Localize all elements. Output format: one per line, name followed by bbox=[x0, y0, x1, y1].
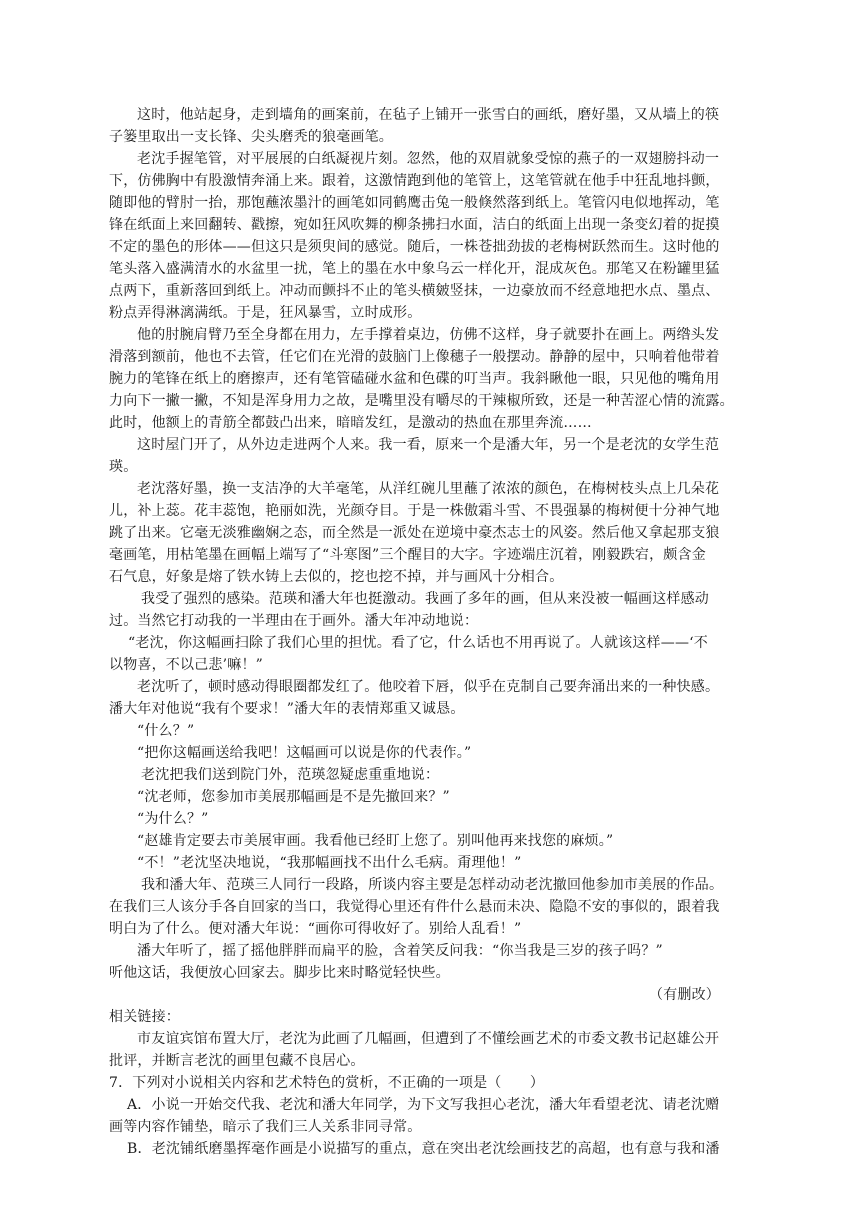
text-line: “把你这幅画送给我吧！这幅画可以说是你的代表作。” bbox=[137, 745, 472, 761]
text-line: 腕力的笔锋在纸上的磨擦声，还有笔管磕碰水盆和色碟的叮当声。我斜瞅他一眼，只见他的嘴角用 bbox=[109, 371, 720, 387]
text-line: 儿，补上蕊。花丰蕊饱，艳丽如洗，光颜夺目。于是一株傲霜斗雪、不畏强暴的梅树便十分神气地 bbox=[109, 503, 720, 519]
text-line: 听他这话，我便放心回家去。脚步比来时略觉轻快些。 bbox=[109, 965, 450, 981]
option-b: B．老沈铺纸磨墨挥毫作画是小说描写的重点，意在突出老沈绘画技艺的高超，也有意与我和潘 bbox=[127, 1141, 720, 1157]
text-line: “沈老师，您参加市美展那幅画是不是先撤回来？” bbox=[137, 789, 450, 805]
text-line: 明白为了什么。便对潘大年说：“画你可得收好了。别给人乱看！” bbox=[109, 921, 522, 937]
text-line: “不！”老沈坚决地说，“我那幅画找不出什么毛病。甭理他！” bbox=[137, 855, 522, 871]
text-line: 这时屋门开了，从外边走进两个人来。我一看，原来一个是潘大年，另一个是老沈的女学生范 bbox=[137, 437, 720, 453]
option-a: A．小说一开始交代我、老沈和潘大年同学，为下文写我担心老沈，潘大年看望老沈、请老沈赠 bbox=[127, 1097, 720, 1113]
text-line: 力向下一撇一撇，不知是浑身用力之故，是嘴里没有嚼尽的干辣椒所致，还是一种苦涩心情的流露。 bbox=[109, 393, 734, 409]
text-line: 潘大年对他说“我有个要求！”潘大年的表情郑重又诚恳。 bbox=[109, 701, 465, 717]
text-line: 子篓里取出一支长锋、尖头磨秃的狼毫画笔。 bbox=[109, 129, 393, 145]
text-line: 老沈手握笔管，对平展展的白纸凝视片刻。忽然，他的双眉就象受惊的燕子的一双翅膀抖动一 bbox=[137, 151, 720, 167]
text-line: 老沈落好墨，换一支洁净的大羊毫笔，从洋红碗儿里蘸了浓浓的颜色，在梅树枝头点上几朵花 bbox=[137, 481, 720, 497]
text-line: 批评，并断言老沈的画里包藏不良居心。 bbox=[109, 1053, 365, 1069]
question-stem: 7．下列对小说相关内容和艺术特色的赏析，不正确的一项是（ ） bbox=[109, 1075, 545, 1091]
text-line: 此时，他额上的青筋全都鼓凸出来，暗暗发红，是激动的热血在那里奔流…… bbox=[109, 415, 592, 431]
text-line: 在我们三人该分手各自回家的当口，我觉得心里还有件什么悬而未决、隐隐不安的事似的，跟着我 bbox=[109, 899, 720, 915]
text-line: 我受了强烈的感染。范瑛和潘大年也挺激动。我画了多年的画，但从来没被一幅画这样感动 bbox=[141, 591, 709, 607]
text-line: 市友谊宾馆布置大厅，老沈为此画了几幅画，但遭到了不懂绘画艺术的市委文教书记赵雄公开 bbox=[137, 1031, 720, 1047]
text-line: 滑落到额前，他也不去管，任它们在光滑的鼓脑门上像穗子一般摆动。静静的屋中，只响着他带着 bbox=[109, 349, 720, 365]
text-line: 不定的墨色的形体——但这只是须臾间的感觉。随后，一株苍拙劲拔的老梅树跃然而生。这时他的 bbox=[109, 239, 720, 255]
text-line: 瑛。 bbox=[109, 459, 138, 475]
text-line: 以物喜，不以己悲’嘛！” bbox=[109, 657, 264, 673]
text-line: 石气息，好象是熔了铁水铸上去似的，挖也挖不掉，并与画风十分相合。 bbox=[109, 569, 564, 585]
text-line: 笔头落入盛满清水的水盆里一扰，笔上的墨在水中象乌云一样化开，混成灰色。那笔又在粉罐里猛 bbox=[109, 261, 720, 277]
text-line: 老沈听了，顿时感动得眼圈都发红了。他咬着下唇，似乎在克制自己要奔涌出来的一种快感。 bbox=[137, 679, 720, 695]
text-line: 点两下，重新落回到纸上。冲动而颤抖不止的笔头横皴竖抹，一边豪放而不经意地把水点、墨点、 bbox=[109, 283, 720, 299]
text-line: 粉点弄得淋漓满纸。于是，狂风暴雪，立时成形。 bbox=[109, 305, 422, 321]
text-line: 这时，他站起身，走到墙角的画案前，在毡子上铺开一张雪白的画纸，磨好墨，又从墙上的筷 bbox=[137, 107, 720, 123]
text-line: 锋在纸面上来回翻转、戳擦，宛如狂风吹舞的柳条拂扫水面，洁白的纸面上出现一条变幻着的捉摸 bbox=[109, 217, 720, 233]
option-a-continued: 画等内容作铺垫，暗示了我们三人关系非同寻常。 bbox=[109, 1119, 422, 1135]
text-line: 潘大年听了，摇了摇他胖胖而扁平的脸，含着笑反问我：“你当我是三岁的孩子吗？” bbox=[137, 943, 663, 959]
text-line: 他的肘腕肩臂乃至全身都在用力，左手撑着桌边，仿佛不这样，身子就要扑在画上。两绺头发 bbox=[137, 327, 720, 343]
text-line: 我和潘大年、范瑛三人同行一段路，所谈内容主要是怎样动动老沈撤回他参加市美展的作品。 bbox=[141, 877, 724, 893]
text-line: 随即他的臂肘一抬，那饱蘸浓墨汁的画笔如同鹤鹰击兔一般倏然落到纸上。笔管闪电似地挥动，笔 bbox=[109, 195, 720, 211]
source-note: （有删改） bbox=[649, 987, 720, 1003]
section-heading: 相关链接： bbox=[109, 1009, 180, 1025]
text-line: 跳了出来。它毫无淡雅幽娴之态，而全然是一派处在逆境中豪杰志士的风姿。然后他又拿起那支狼 bbox=[109, 525, 720, 541]
text-line: 老沈把我们送到院门外，范瑛忽疑虑重重地说： bbox=[141, 767, 440, 783]
text-line: “赵雄肯定要去市美展审画。我看他已经盯上您了。别叫他再来找您的麻烦。” bbox=[137, 833, 614, 849]
text-line: “为什么？” bbox=[137, 811, 209, 827]
text-line: “老沈，你这幅画扫除了我们心里的担忧。看了它，什么话也不用再说了。人就该这样——‘不 bbox=[128, 635, 709, 651]
text-line: “什么？” bbox=[137, 723, 195, 739]
text-line: 毫画笔，用枯笔墨在画幅上端写了“斗寒图”三个醒目的大字。字迹端庄沉着，刚毅跌宕，颇含金 bbox=[109, 547, 706, 563]
text-line: 下，仿佛胸中有股激情奔涌上来。跟着，这激情跑到他的笔管上，这笔管就在他手中狂乱地抖颤， bbox=[109, 173, 720, 189]
text-line: 过。当然它打动我的一半理由在于画外。潘大年冲动地说： bbox=[109, 613, 479, 629]
